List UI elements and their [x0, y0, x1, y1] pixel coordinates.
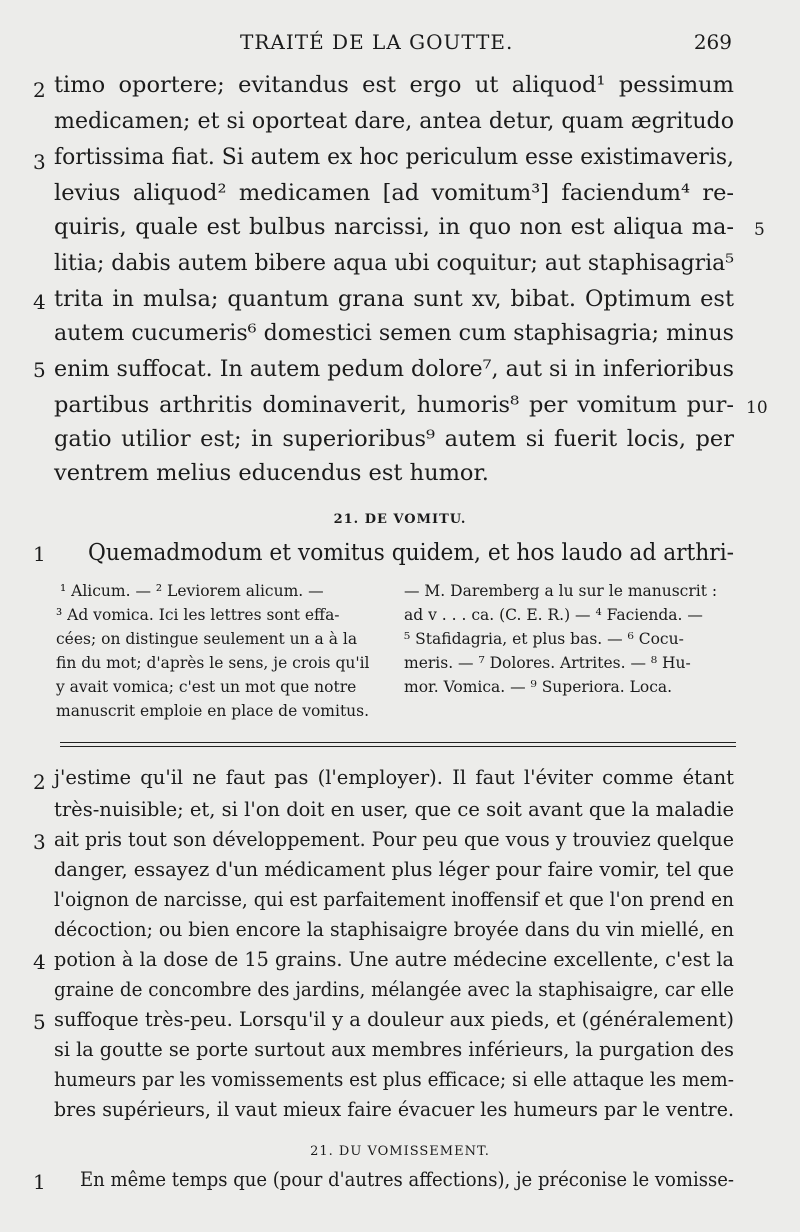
- latin-line: fortissima fiat. Si autem ex hoc periculum esse existimaveris,: [54, 144, 734, 170]
- divider-rule: [60, 742, 736, 743]
- latin-line: ventrem melius educendus est humor.: [54, 460, 489, 486]
- french-line: suffoque très-peu. Lorsqu'il y a douleur aux pieds, et (généralement): [54, 1008, 734, 1031]
- french-line: j'estime qu'il ne faut pas (l'employer). Il faut l'éviter comme étant: [54, 766, 734, 789]
- french-line: l'oignon de narcisse, qui est parfaitement inoffensif et que l'on prend en: [54, 888, 734, 911]
- divider-rule: [60, 746, 736, 747]
- latin-line: Quemadmodum et vomitus quidem, et hos laudo ad arthri-: [88, 540, 734, 566]
- latin-line: partibus arthritis dominaverit, humoris⁸ per vomitum pur-: [54, 392, 734, 418]
- footnote-line: meris. — ⁷ Dolores. Artrites. — ⁸ Hu-: [404, 654, 691, 672]
- section-heading: 21. DU VOMISSEMENT.: [310, 1144, 490, 1159]
- line-number: 5: [754, 220, 765, 240]
- latin-line: enim suffocat. In autem pedum dolore⁷, aut si in inferioribus: [54, 356, 734, 382]
- footnote-line: manuscrit emploie en place de vomitus.: [56, 702, 370, 720]
- latin-line: medicamen; et si oporteat dare, antea detur, quam ægritudo: [54, 108, 734, 134]
- running-title: TRAITÉ DE LA GOUTTE.: [240, 30, 514, 54]
- running-header: [240, 30, 732, 56]
- margin-number: 3: [33, 830, 46, 854]
- margin-number: 4: [33, 950, 46, 974]
- latin-line: quiris, quale est bulbus narcissi, in quo non est aliqua ma-: [54, 214, 734, 240]
- latin-line: autem cucumeris⁶ domestici semen cum staphisagria; minus: [54, 320, 734, 346]
- margin-number: 2: [33, 78, 46, 102]
- footnote-line: ad v . . . ca. (C. E. R.) — ⁴ Facienda. —: [404, 606, 703, 624]
- margin-number: 5: [33, 1010, 46, 1034]
- french-line: bres supérieurs, il vaut mieux faire évacuer les humeurs par le ventre.: [54, 1098, 734, 1121]
- latin-line: timo oportere; evitandus est ergo ut aliquod¹ pessimum: [54, 72, 734, 98]
- section-heading: 21. DE VOMITU.: [333, 512, 467, 527]
- french-line: En même temps que (pour d'autres affections), je préconise le vomisse-: [80, 1168, 734, 1191]
- footnote-line: mor. Vomica. — ⁹ Superiora. Loca.: [404, 678, 673, 696]
- footnote-line: — M. Daremberg a lu sur le manuscrit :: [404, 582, 718, 600]
- french-line: décoction; ou bien encore la staphisaigre broyée dans du vin miellé, en: [54, 918, 734, 941]
- margin-number: 5: [33, 358, 46, 382]
- french-line: potion à la dose de 15 grains. Une autre médecine excellente, c'est la: [54, 948, 734, 971]
- footnote-line: fin du mot; d'après le sens, je crois qu'il: [56, 654, 370, 672]
- page-number: 269: [693, 30, 732, 54]
- footnote-line: ¹ Alicum. — ² Leviorem alicum. —: [60, 582, 324, 600]
- french-line: très-nuisible; et, si l'on doit en user, que ce soit avant que la maladie: [54, 798, 734, 821]
- footnote-line: ³ Ad vomica. Ici les lettres sont effa-: [56, 606, 340, 624]
- french-line: danger, essayez d'un médicament plus léger pour faire vomir, tel que: [54, 858, 734, 881]
- french-line: humeurs par les vomissements est plus efficace; si elle attaque les mem-: [54, 1068, 734, 1091]
- latin-line: levius aliquod² medicamen [ad vomitum³] faciendum⁴ re-: [54, 180, 734, 206]
- latin-line: gatio utilior est; in superioribus⁹ autem si fuerit locis, per: [54, 426, 734, 452]
- footnote-line: ⁵ Stafidagria, et plus bas. — ⁶ Cocu-: [404, 630, 684, 648]
- margin-number: 1: [33, 1170, 46, 1194]
- footnote-line: cées; on distingue seulement un a à la: [56, 630, 358, 648]
- latin-line: trita in mulsa; quantum grana sunt xv, bibat. Optimum est: [54, 286, 734, 312]
- french-line: graine de concombre des jardins, mélangée avec la staphisaigre, car elle: [54, 978, 734, 1001]
- french-line: si la goutte se porte surtout aux membres inférieurs, la purgation des: [54, 1038, 734, 1061]
- margin-number: 4: [33, 290, 46, 314]
- margin-number: 1: [33, 542, 46, 566]
- latin-line: litia; dabis autem bibere aqua ubi coquitur; aut staphisagria⁵: [54, 250, 734, 276]
- margin-number: 2: [33, 770, 46, 794]
- footnote-line: y avait vomica; c'est un mot que notre: [56, 678, 357, 696]
- margin-number: 3: [33, 150, 46, 174]
- french-line: ait pris tout son développement. Pour peu que vous y trouviez quelque: [54, 828, 734, 851]
- line-number: 10: [746, 398, 768, 418]
